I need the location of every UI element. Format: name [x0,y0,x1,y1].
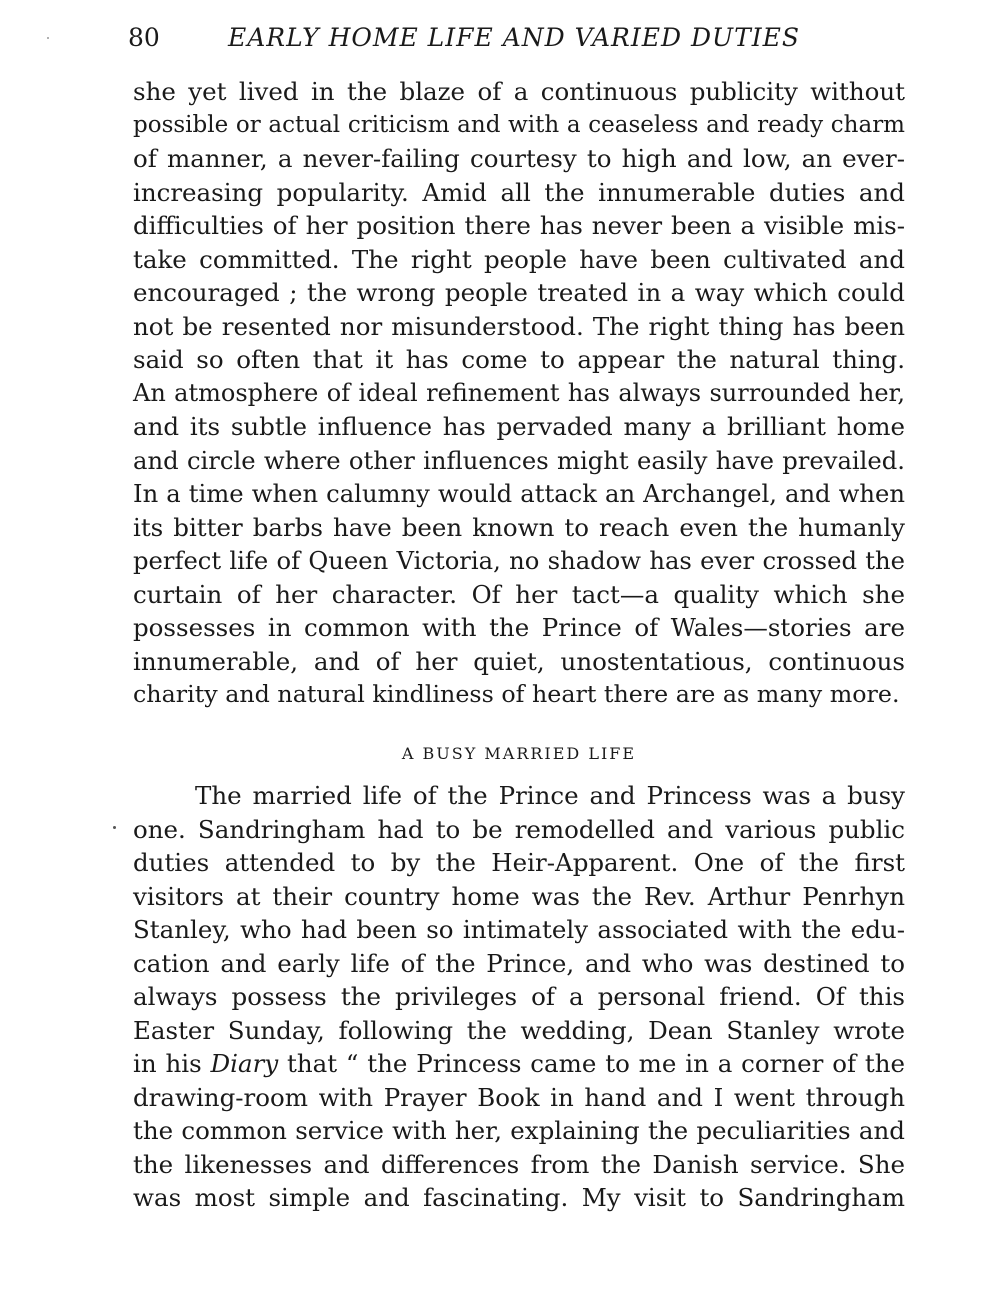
text-line: Stanley, who had been so intimately associated with the edu- [133,915,905,944]
text-line: she yet lived in the blaze of a continuous publicity without [133,77,905,106]
text-line: visitors at their country home was the Rev. Arthur Penrhyn [133,881,905,911]
text-line: charity and natural kindliness of heart there are as many more. [133,680,900,708]
text-line: possible or actual criticism and with a ceaseless and ready charm [133,111,905,138]
paragraph-2 [133,779,905,1215]
text-line: increasing popularity. Amid all the innumerable duties and [133,177,905,207]
text-line: curtain of her character. Of her tact—a quality which she [133,579,905,609]
text-line: perfect life of Queen Victoria, no shadow has ever crossed the [133,546,905,575]
running-title: EARLY HOME LIFE AND VARIED DUTIES [228,23,801,52]
text-line: the likenesses and differences from the Danish service. She [133,1149,905,1179]
text-line: In a time when calumny would attack an Archangel, and when [133,479,905,508]
paper-fleck [47,37,49,39]
text-line: was most simple and fascinating. My visit to Sandringham [133,1183,905,1212]
text-line: cation and early life of the Prince, and who was destined to [133,948,905,978]
text-line: one. Sandringham had to be remodelled and various public [133,814,905,844]
diary-title: Diary [210,1049,279,1078]
text-line-diary [133,1047,905,1081]
text-line: encouraged ; the wrong people treated in a way which could [133,278,905,307]
text-line: said so often that it has come to appear the natural thing. [133,345,905,374]
text-line: Easter Sunday, following the wedding, Dean Stanley wrote [133,1015,905,1045]
page-number: 80 [128,23,160,52]
running-head [128,20,808,56]
section-heading: A BUSY MARRIED LIFE [401,744,637,763]
text-line: and its subtle influence has pervaded many a brilliant home [133,412,905,441]
text-line: duties attended to by the Heir-Apparent. One of the first [133,848,905,877]
text-line: difficulties of her position there has never been a visible mis- [133,211,905,240]
diary-pre: in his [133,1049,211,1078]
text-line: not be resented nor misunderstood. The right thing has been [133,311,905,341]
diary-post: that “ the Princess came to me in a corner of the [278,1049,905,1078]
text-line: always possess the privileges of a personal friend. Of this [133,982,905,1011]
paragraph-1 [133,75,905,712]
text-line: drawing-room with Prayer Book in hand and I went through [133,1082,905,1112]
text-line: and circle where other influences might easily have prevailed. [133,445,905,475]
text-line: its bitter barbs have been known to reach even the humanly [133,512,905,542]
text-line: An atmosphere of ideal refinement has always surrounded her, [133,378,905,407]
margin-mark [113,826,116,829]
text-line: The married life of the Prince and Princess was a busy [195,781,905,810]
text-line: possesses in common with the Prince of Wales—stories are [133,613,905,642]
text-line: of manner, a never-failing courtesy to high and low, an ever- [133,144,905,173]
text-line: take committed. The right people have been cultivated and [133,244,905,274]
text-line: the common service with her, explaining the peculiarities and [133,1116,905,1145]
text-line: innumerable, and of her quiet, unostentatious, continuous [133,646,905,676]
